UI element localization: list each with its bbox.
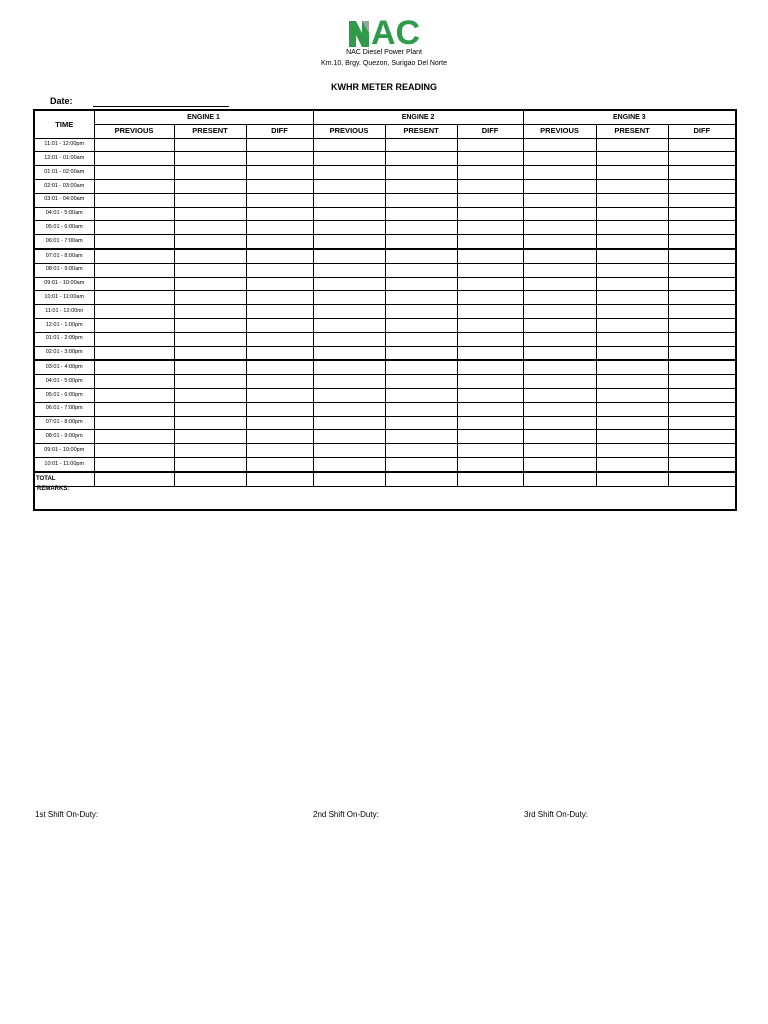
reading-cell[interactable]: [174, 235, 246, 249]
time-cell: 01:01 - 02:00am: [34, 166, 94, 180]
reading-cell[interactable]: [596, 166, 668, 180]
reading-cell[interactable]: [523, 277, 596, 291]
reading-cell[interactable]: [457, 430, 523, 444]
engine-1-present-header: PRESENT: [174, 124, 246, 138]
reading-cell[interactable]: [94, 235, 174, 249]
engine-1-diff-header: DIFF: [246, 124, 313, 138]
kwhr-table: [33, 109, 737, 487]
table-row: [34, 166, 736, 180]
reading-cell[interactable]: [174, 388, 246, 402]
reading-cell[interactable]: [457, 318, 523, 332]
reading-cell[interactable]: [385, 346, 457, 360]
engine-2-diff-header: DIFF: [457, 124, 523, 138]
reading-cell[interactable]: [596, 277, 668, 291]
reading-cell[interactable]: [246, 402, 313, 416]
reading-cell[interactable]: [313, 263, 385, 277]
reading-cell[interactable]: [94, 457, 174, 471]
reading-cell[interactable]: [246, 444, 313, 458]
reading-cell[interactable]: [457, 179, 523, 193]
time-cell: 11:01 - 12:00nn: [34, 305, 94, 319]
reading-cell[interactable]: [385, 430, 457, 444]
reading-cell[interactable]: [94, 207, 174, 221]
reading-cell[interactable]: [385, 444, 457, 458]
reading-cell[interactable]: [246, 235, 313, 249]
reading-cell[interactable]: [596, 444, 668, 458]
reading-cell[interactable]: [457, 375, 523, 389]
reading-cell[interactable]: [523, 221, 596, 235]
reading-cell[interactable]: [174, 305, 246, 319]
reading-cell[interactable]: [94, 152, 174, 166]
reading-cell[interactable]: [246, 416, 313, 430]
reading-cell[interactable]: [457, 416, 523, 430]
reading-cell[interactable]: [94, 430, 174, 444]
table-row: [34, 318, 736, 332]
reading-cell[interactable]: [457, 166, 523, 180]
reading-cell[interactable]: [246, 332, 313, 346]
time-cell: 02:01 - 3:00pm: [34, 346, 94, 360]
reading-cell[interactable]: [596, 179, 668, 193]
reading-cell[interactable]: [174, 249, 246, 263]
time-cell: 03:01 - 04:00am: [34, 193, 94, 207]
reading-cell[interactable]: [668, 416, 736, 430]
logo-ac: AC: [371, 14, 421, 52]
reading-cell[interactable]: [596, 221, 668, 235]
reading-cell[interactable]: [385, 179, 457, 193]
reading-cell[interactable]: [385, 457, 457, 471]
reading-cell[interactable]: [174, 138, 246, 152]
time-cell: 09:01 - 10:00pm: [34, 444, 94, 458]
remarks-box[interactable]: [33, 483, 737, 511]
table-row: [34, 179, 736, 193]
reading-cell[interactable]: [596, 375, 668, 389]
reading-cell[interactable]: [457, 193, 523, 207]
reading-cell[interactable]: [457, 332, 523, 346]
reading-cell[interactable]: [668, 221, 736, 235]
reading-cell[interactable]: [523, 457, 596, 471]
table-row: [34, 152, 736, 166]
reading-cell[interactable]: [668, 457, 736, 471]
reading-cell[interactable]: [523, 152, 596, 166]
time-cell: 10:01 - 11:00pm: [34, 457, 94, 471]
time-cell: 04:01 - 5:00am: [34, 207, 94, 221]
company-name: NAC Diesel Power Plant: [346, 49, 422, 56]
reading-cell[interactable]: [313, 221, 385, 235]
table-body: [34, 138, 736, 486]
reading-cell[interactable]: [313, 332, 385, 346]
reading-cell[interactable]: [596, 207, 668, 221]
reading-cell[interactable]: [523, 305, 596, 319]
table-row: [34, 416, 736, 430]
engine-3-present-header: PRESENT: [596, 124, 668, 138]
reading-cell[interactable]: [596, 138, 668, 152]
reading-cell[interactable]: [313, 360, 385, 374]
reading-cell[interactable]: [174, 193, 246, 207]
reading-cell[interactable]: [385, 235, 457, 249]
reading-cell[interactable]: [596, 235, 668, 249]
reading-cell[interactable]: [457, 207, 523, 221]
reading-cell[interactable]: [596, 402, 668, 416]
reading-cell[interactable]: [385, 138, 457, 152]
reading-cell[interactable]: [668, 444, 736, 458]
reading-cell[interactable]: [313, 207, 385, 221]
time-cell: 03:01 - 4:00pm: [34, 360, 94, 374]
reading-cell[interactable]: [596, 263, 668, 277]
reading-cell[interactable]: [385, 263, 457, 277]
reading-cell[interactable]: [174, 221, 246, 235]
time-cell: 07:01 - 8:00pm: [34, 416, 94, 430]
time-cell: 07:01 - 8:00am: [34, 249, 94, 263]
reading-cell[interactable]: [596, 360, 668, 374]
reading-cell[interactable]: [596, 332, 668, 346]
reading-cell[interactable]: [313, 457, 385, 471]
reading-cell[interactable]: [385, 318, 457, 332]
reading-cell[interactable]: [385, 221, 457, 235]
reading-cell[interactable]: [313, 416, 385, 430]
reading-cell[interactable]: [94, 291, 174, 305]
table-row: [34, 402, 736, 416]
reading-cell[interactable]: [313, 277, 385, 291]
reading-cell[interactable]: [668, 235, 736, 249]
reading-cell[interactable]: [246, 193, 313, 207]
reading-cell[interactable]: [246, 318, 313, 332]
table-row: [34, 221, 736, 235]
reading-cell[interactable]: [457, 249, 523, 263]
reading-cell[interactable]: [457, 263, 523, 277]
reading-cell[interactable]: [668, 332, 736, 346]
reading-cell[interactable]: [246, 138, 313, 152]
reading-cell[interactable]: [174, 291, 246, 305]
date-field[interactable]: [93, 106, 229, 107]
reading-cell[interactable]: [523, 166, 596, 180]
reading-cell[interactable]: [174, 402, 246, 416]
reading-cell[interactable]: [94, 305, 174, 319]
reading-cell[interactable]: [313, 430, 385, 444]
table-row: [34, 457, 736, 471]
time-cell: 11:01 - 12:00pm: [34, 138, 94, 152]
table-row: [34, 193, 736, 207]
reading-cell[interactable]: [523, 263, 596, 277]
reading-cell[interactable]: [246, 305, 313, 319]
reading-cell[interactable]: [668, 291, 736, 305]
reading-cell[interactable]: [246, 263, 313, 277]
reading-cell[interactable]: [385, 402, 457, 416]
reading-cell[interactable]: [246, 221, 313, 235]
reading-cell[interactable]: [596, 291, 668, 305]
reading-cell[interactable]: [523, 416, 596, 430]
reading-cell[interactable]: [385, 249, 457, 263]
reading-cell[interactable]: [523, 360, 596, 374]
reading-cell[interactable]: [246, 291, 313, 305]
reading-cell[interactable]: [174, 444, 246, 458]
reading-cell[interactable]: [94, 166, 174, 180]
reading-cell[interactable]: [523, 207, 596, 221]
table-row: [34, 388, 736, 402]
reading-cell[interactable]: [94, 138, 174, 152]
engine-3-header: ENGINE 3: [523, 110, 736, 124]
reading-cell[interactable]: [457, 457, 523, 471]
reading-cell[interactable]: [457, 138, 523, 152]
reading-cell[interactable]: [246, 430, 313, 444]
reading-cell[interactable]: [94, 193, 174, 207]
time-cell: 06:01 - 7:00pm: [34, 402, 94, 416]
reading-cell[interactable]: [94, 346, 174, 360]
reading-cell[interactable]: [313, 193, 385, 207]
reading-cell[interactable]: [174, 360, 246, 374]
reading-cell[interactable]: [596, 388, 668, 402]
reading-cell[interactable]: [385, 332, 457, 346]
reading-cell[interactable]: [523, 444, 596, 458]
remarks-label: REMARKS:: [37, 486, 70, 492]
reading-cell[interactable]: [94, 402, 174, 416]
reading-cell[interactable]: [94, 388, 174, 402]
reading-cell[interactable]: [668, 305, 736, 319]
table-row: [34, 430, 736, 444]
time-cell: 12:01 - 1:00pm: [34, 318, 94, 332]
reading-cell[interactable]: [596, 346, 668, 360]
reading-cell[interactable]: [457, 277, 523, 291]
time-cell: 04:01 - 5:00pm: [34, 375, 94, 389]
reading-cell[interactable]: [457, 346, 523, 360]
total-label: TOTAL: [34, 472, 94, 486]
table-row: [34, 207, 736, 221]
reading-cell[interactable]: [94, 416, 174, 430]
reading-cell[interactable]: [385, 166, 457, 180]
reading-cell[interactable]: [313, 291, 385, 305]
engine-2-present-header: PRESENT: [385, 124, 457, 138]
reading-cell[interactable]: [523, 318, 596, 332]
table-row: [34, 235, 736, 249]
reading-cell[interactable]: [668, 430, 736, 444]
reading-cell[interactable]: [457, 388, 523, 402]
reading-cell[interactable]: [523, 138, 596, 152]
time-cell: 10:01 - 11:00am: [34, 291, 94, 305]
time-cell: 01:01 - 2:00pm: [34, 332, 94, 346]
reading-cell[interactable]: [94, 318, 174, 332]
shift-2-label: 2nd Shift On-Duty:: [313, 810, 379, 819]
reading-cell[interactable]: [246, 277, 313, 291]
time-cell: 08:01 - 9:00pm: [34, 430, 94, 444]
reading-cell[interactable]: [385, 388, 457, 402]
reading-cell[interactable]: [596, 305, 668, 319]
reading-cell[interactable]: [174, 346, 246, 360]
reading-cell[interactable]: [385, 152, 457, 166]
reading-cell[interactable]: [523, 332, 596, 346]
reading-cell[interactable]: [94, 179, 174, 193]
reading-cell[interactable]: [246, 360, 313, 374]
table-row: [34, 138, 736, 152]
reading-cell[interactable]: [668, 207, 736, 221]
reading-cell[interactable]: [596, 193, 668, 207]
reading-cell[interactable]: [174, 152, 246, 166]
reading-cell[interactable]: [668, 402, 736, 416]
reading-cell[interactable]: [596, 430, 668, 444]
reading-cell[interactable]: [246, 388, 313, 402]
reading-cell[interactable]: [668, 138, 736, 152]
reading-cell[interactable]: [385, 305, 457, 319]
reading-cell[interactable]: [313, 138, 385, 152]
engine-1-previous-header: PREVIOUS: [94, 124, 174, 138]
reading-cell[interactable]: [246, 375, 313, 389]
reading-cell[interactable]: [668, 360, 736, 374]
page-title: KWHR METER READING: [331, 82, 437, 92]
reading-cell[interactable]: [523, 388, 596, 402]
reading-cell[interactable]: [457, 402, 523, 416]
reading-cell[interactable]: [246, 457, 313, 471]
reading-cell[interactable]: [523, 193, 596, 207]
reading-cell[interactable]: [313, 402, 385, 416]
reading-cell[interactable]: [174, 318, 246, 332]
reading-cell[interactable]: [596, 457, 668, 471]
reading-cell[interactable]: [385, 277, 457, 291]
reading-cell[interactable]: [94, 263, 174, 277]
reading-cell[interactable]: [246, 249, 313, 263]
reading-cell[interactable]: [94, 332, 174, 346]
shift-3-label: 3rd Shift On-Duty:: [524, 810, 589, 819]
reading-cell[interactable]: [94, 221, 174, 235]
reading-cell[interactable]: [94, 277, 174, 291]
reading-cell[interactable]: [174, 166, 246, 180]
table-row: [34, 375, 736, 389]
engine-3-previous-header: PREVIOUS: [523, 124, 596, 138]
table-row: [34, 291, 736, 305]
reading-cell[interactable]: [246, 152, 313, 166]
reading-cell[interactable]: [385, 416, 457, 430]
time-cell: 05:01 - 6:00pm: [34, 388, 94, 402]
reading-cell[interactable]: [313, 318, 385, 332]
nac-logo: [349, 14, 439, 52]
time-cell: 05:01 - 6:00am: [34, 221, 94, 235]
reading-cell[interactable]: [246, 346, 313, 360]
reading-cell[interactable]: [313, 388, 385, 402]
table-row: [34, 249, 736, 263]
reading-cell[interactable]: [385, 360, 457, 374]
reading-cell[interactable]: [313, 444, 385, 458]
reading-cell[interactable]: [523, 375, 596, 389]
reading-cell[interactable]: [385, 207, 457, 221]
reading-cell[interactable]: [94, 444, 174, 458]
reading-cell[interactable]: [668, 249, 736, 263]
reading-cell[interactable]: [457, 305, 523, 319]
reading-cell[interactable]: [457, 291, 523, 305]
table-row: [34, 332, 736, 346]
reading-cell[interactable]: [246, 166, 313, 180]
reading-cell[interactable]: [174, 416, 246, 430]
reading-cell[interactable]: [457, 360, 523, 374]
time-cell: 06:01 - 7:00am: [34, 235, 94, 249]
table-row: [34, 263, 736, 277]
reading-cell[interactable]: [385, 375, 457, 389]
reading-cell[interactable]: [174, 430, 246, 444]
reading-cell[interactable]: [246, 179, 313, 193]
reading-cell[interactable]: [174, 332, 246, 346]
reading-cell[interactable]: [668, 193, 736, 207]
shift-1-label: 1st Shift On-Duty:: [35, 810, 99, 819]
reading-cell[interactable]: [313, 346, 385, 360]
reading-cell[interactable]: [596, 249, 668, 263]
engine-3-diff-header: DIFF: [668, 124, 736, 138]
engine-2-header: ENGINE 2: [313, 110, 523, 124]
table-row: [34, 305, 736, 319]
reading-cell[interactable]: [313, 166, 385, 180]
reading-cell[interactable]: [385, 291, 457, 305]
reading-cell[interactable]: [174, 263, 246, 277]
reading-cell[interactable]: [668, 277, 736, 291]
reading-cell[interactable]: [523, 235, 596, 249]
reading-cell[interactable]: [457, 444, 523, 458]
reading-cell[interactable]: [668, 346, 736, 360]
reading-cell[interactable]: [596, 416, 668, 430]
reading-cell[interactable]: [457, 152, 523, 166]
time-cell: 09:01 - 10:00am: [34, 277, 94, 291]
reading-cell[interactable]: [313, 179, 385, 193]
reading-cell[interactable]: [313, 305, 385, 319]
reading-cell[interactable]: [668, 375, 736, 389]
time-cell: 08:01 - 9:00am: [34, 263, 94, 277]
date-label: Date:: [50, 96, 73, 106]
reading-cell[interactable]: [668, 318, 736, 332]
engine-1-header: ENGINE 1: [94, 110, 313, 124]
time-cell: 02:01 - 03:00am: [34, 179, 94, 193]
reading-cell[interactable]: [174, 375, 246, 389]
reading-cell[interactable]: [523, 179, 596, 193]
reading-cell[interactable]: [94, 375, 174, 389]
reading-cell[interactable]: [94, 360, 174, 374]
reading-cell[interactable]: [523, 346, 596, 360]
table-row: [34, 346, 736, 360]
reading-cell[interactable]: [523, 291, 596, 305]
reading-cell[interactable]: [174, 277, 246, 291]
reading-cell[interactable]: [313, 375, 385, 389]
reading-cell[interactable]: [668, 166, 736, 180]
reading-cell[interactable]: [174, 179, 246, 193]
reading-cell[interactable]: [523, 249, 596, 263]
reading-cell[interactable]: [174, 457, 246, 471]
table-row: [34, 277, 736, 291]
reading-cell[interactable]: [668, 179, 736, 193]
reading-cell[interactable]: [596, 152, 668, 166]
reading-cell[interactable]: [174, 207, 246, 221]
reading-cell[interactable]: [457, 235, 523, 249]
reading-cell[interactable]: [313, 152, 385, 166]
reading-cell[interactable]: [457, 221, 523, 235]
time-header: TIME: [34, 110, 94, 138]
reading-cell[interactable]: [668, 152, 736, 166]
reading-cell[interactable]: [313, 235, 385, 249]
reading-cell[interactable]: [246, 207, 313, 221]
reading-cell[interactable]: [94, 249, 174, 263]
company-address: Km.10, Brgy. Quezon, Surigao Del Norte: [321, 60, 447, 67]
reading-cell[interactable]: [596, 318, 668, 332]
table-row: [34, 360, 736, 374]
reading-cell[interactable]: [523, 402, 596, 416]
reading-cell[interactable]: [523, 430, 596, 444]
time-cell: 12:01 - 01:00am: [34, 152, 94, 166]
reading-cell[interactable]: [385, 193, 457, 207]
table-row: [34, 444, 736, 458]
reading-cell[interactable]: [313, 249, 385, 263]
reading-cell[interactable]: [668, 263, 736, 277]
reading-cell[interactable]: [668, 388, 736, 402]
engine-2-previous-header: PREVIOUS: [313, 124, 385, 138]
